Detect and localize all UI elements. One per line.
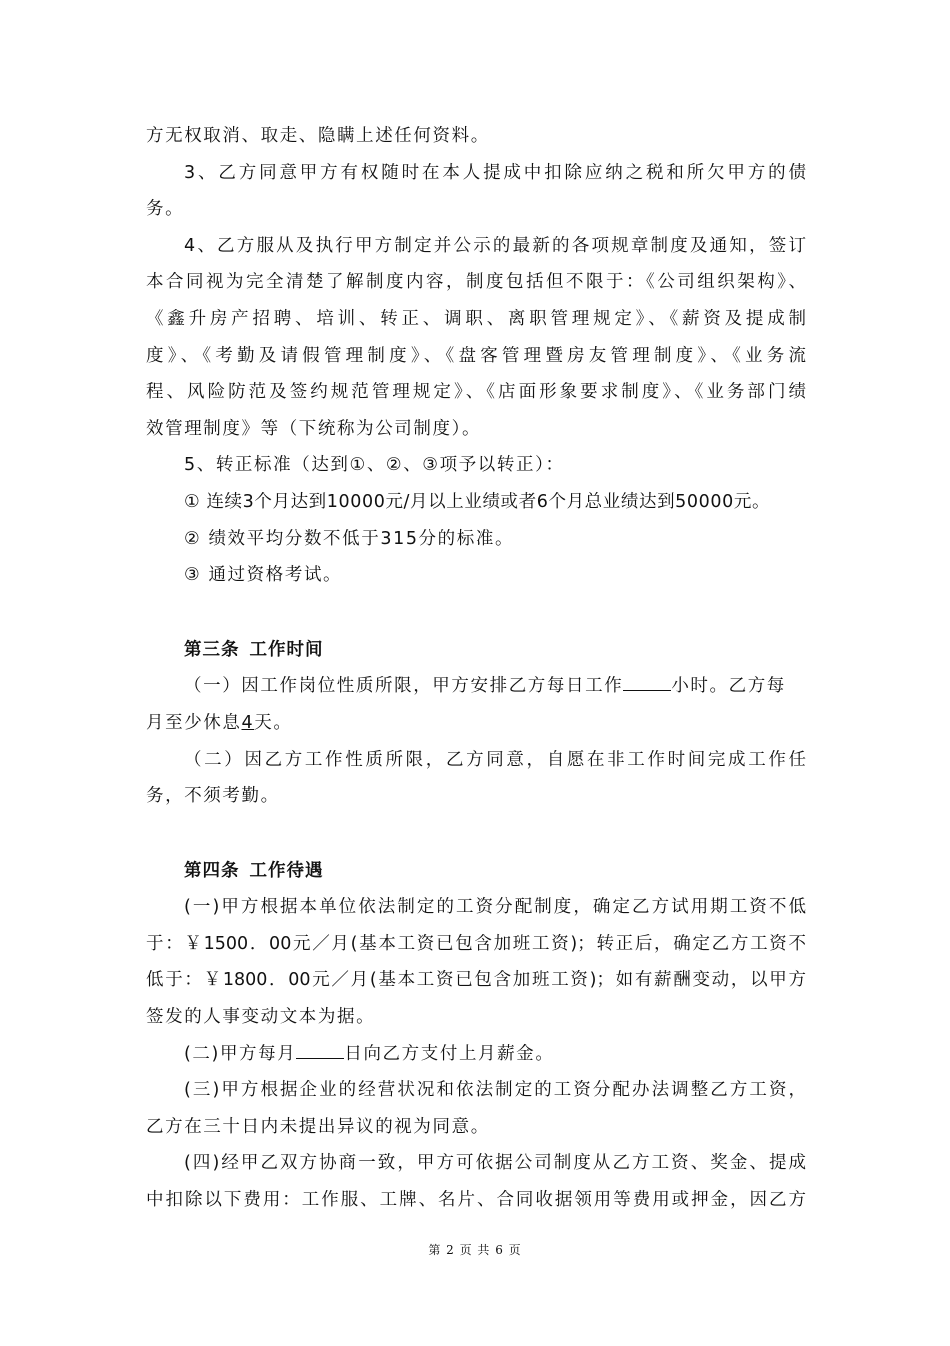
section-gap (146, 815, 806, 853)
article-title: 工作待遇 (249, 860, 324, 881)
section-gap (146, 594, 806, 632)
paragraph-line: 本合同视为完全清楚了解制度内容，制度包括但不限于：《公司组织架构》、 (146, 272, 806, 293)
paragraph-line: 度》、《考勤及请假管理制度》、《盘客管理暨房友管理制度》、《业务流 (146, 345, 806, 366)
paragraph-line (146, 705, 806, 742)
article-title: 工作时间 (249, 639, 324, 660)
paragraph-line: (四)经甲乙双方协商一致，甲方可依据公司制度从乙方工资、奖金、提成 (184, 1153, 806, 1174)
paragraph-line: 签发的人事变动文本为据。 (146, 1007, 376, 1028)
paragraph-line: 4、乙方服从及执行甲方制定并公示的最新的各项规章制度及通知，签订 (184, 235, 806, 256)
paragraph-line: 3、乙方同意甲方有权随时在本人提成中扣除应纳之税和所欠甲方的债 (184, 162, 806, 183)
article-number: 第四条 (184, 860, 240, 881)
list-item: ① 连续3个月达到10000元/月以上业绩或者6个月总业绩达到50000元。 (184, 491, 771, 512)
paragraph-line: 低于：￥1800．00元／月(基本工资已包含加班工资)；如有薪酬变动，以甲方 (146, 970, 806, 991)
text-span: 月至少休息 (146, 712, 242, 733)
paragraph-line: 《鑫升房产招聘、培训、转正、调职、离职管理规定》、《薪资及提成制 (146, 308, 806, 329)
paragraph-line: 方无权取消、取走、隐瞒上述任何资料。 (146, 126, 490, 146)
list-item: ③ 通过资格考试。 (184, 565, 343, 586)
article-number: 第三条 (184, 639, 240, 660)
paragraph-line: 效管理制度》等（下统称为公司制度）。 (146, 418, 482, 439)
paragraph-line: 务，不须考勤。 (146, 786, 280, 807)
paragraph-line (146, 668, 806, 705)
text-span: (二)甲方每月 (184, 1043, 297, 1064)
document-body (146, 118, 806, 1219)
paragraph-line: （二）因乙方工作性质所限，乙方同意，自愿在非工作时间完成工作任 (184, 749, 806, 770)
paragraph-line: 乙方在三十日内未提出异议的视为同意。 (146, 1116, 490, 1137)
article-3-heading (146, 632, 806, 669)
text-span: 天。 (254, 712, 293, 733)
paragraph-line: 程、风险防范及签约规范管理规定》、《店面形象要求制度》、《业务部门绩 (146, 382, 806, 403)
paragraph-line: 务。 (146, 199, 185, 220)
paragraph-line: (一)甲方根据本单位依法制定的工资分配制度，确定乙方试用期工资不低 (184, 897, 806, 918)
fill-in-blank[interactable] (623, 668, 671, 691)
paragraph-line (146, 1036, 806, 1073)
list-item: ② 绩效平均分数不低于315分的标准。 (184, 528, 515, 549)
text-span: （一）因工作岗位性质所限，甲方安排乙方每日工作 (184, 676, 624, 697)
fill-in-blank[interactable] (296, 1036, 344, 1059)
paragraph-line: 5、转正标准（达到①、②、③项予以转正）： (184, 455, 565, 476)
article-4-heading (146, 853, 806, 890)
paragraph-line: (三)甲方根据企业的经营状况和依法制定的工资分配办法调整乙方工资， (184, 1080, 806, 1101)
rest-days-value: 4 (241, 712, 255, 733)
paragraph-line: 于：￥1500．00元／月(基本工资已包含加班工资)；转正后，确定乙方工资不 (146, 933, 806, 954)
page-number: 第 2 页 共 6 页 (428, 1243, 522, 1257)
paragraph-line: 中扣除以下费用：工作服、工牌、名片、合同收据领用等费用或押金，因乙方 (146, 1190, 806, 1211)
text-span: 日向乙方支付上月薪金。 (344, 1043, 555, 1064)
text-span: 小时。乙方每 (671, 676, 786, 697)
